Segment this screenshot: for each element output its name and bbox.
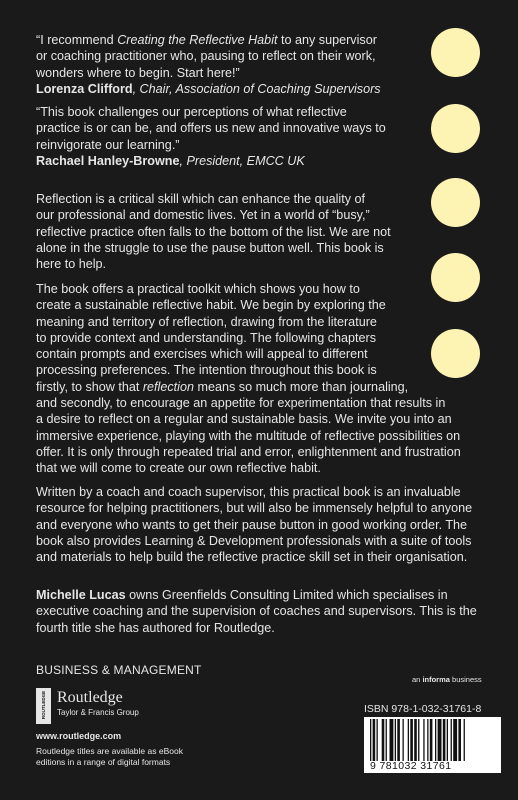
para-line: our professional and domestic lives. Yet in a world of “busy,” [36, 208, 370, 223]
para-line: resource for helping practitioners, but will also be immensely helpful to anyone [36, 501, 473, 516]
barcode-bar [451, 719, 452, 761]
category-label: BUSINESS & MANAGEMENT [36, 663, 202, 677]
para-line: The book offers a practical toolkit which shows you how to [36, 282, 360, 296]
decorative-circle [431, 178, 480, 227]
barcode-bar [410, 719, 413, 761]
quote-text: “I recommend [36, 33, 118, 47]
para-line: Written by a coach and coach supervisor, this practical book is an invaluable [36, 485, 461, 499]
emphasis-word: reflection [142, 379, 194, 394]
para-line: book also provides Learning & Development professionals with a suite of tools [36, 533, 472, 548]
ebook-note [36, 746, 183, 768]
para-line: a desire to reflect on a regular and sustainable basis. We invite you into an [36, 412, 452, 427]
informa-tagline [412, 675, 482, 685]
barcode-bar [390, 719, 394, 761]
endorser-role: , President, EMCC UK [179, 153, 305, 168]
author-bio [36, 587, 516, 636]
para-line: Reflection is a critical skill which can enhance the quality of [36, 192, 365, 206]
para-line: and materials to help build the reflective practice skill set in their organisation. [36, 550, 468, 565]
para-line: reflective practice often falls to the bottom of the list. We are not [36, 224, 391, 239]
description-paragraph-3 [36, 484, 516, 565]
informa-post: business [449, 675, 482, 684]
quote-text: or coaching practitioner who, pausing to reflect on their work, [36, 49, 376, 64]
barcode-bar [386, 719, 387, 761]
barcode-bar [408, 719, 409, 761]
bio-line: fourth title she has authored for Routledge. [36, 620, 275, 635]
quote-text: wonders where to begin. Start here!” [36, 65, 240, 80]
bio-line: owns Greenfields Consulting Limited which specialises in [125, 588, 448, 602]
decorative-circle [431, 28, 480, 77]
para-line: meaning and territory of reflection, drawing from the literature [36, 314, 377, 329]
book-title: Creating the Reflective Habit [117, 33, 278, 47]
para-line: immersive experience, playing with the multitude of reflective possibilities on [36, 428, 461, 443]
description-paragraph-1 [36, 191, 436, 272]
barcode-bar [443, 719, 446, 761]
para-line: here to help. [36, 257, 107, 272]
para-line: and secondly, to encourage an appetite for experimentation that results in [36, 396, 446, 411]
endorser-name: Rachael Hanley-Browne [36, 153, 180, 168]
decorative-circle [431, 104, 480, 153]
barcode-bar [395, 719, 396, 761]
publisher-group: Taylor & Francis Group [57, 708, 139, 717]
endorsement-2 [36, 104, 426, 169]
barcode-bar [373, 719, 376, 761]
para-line: means so much more than journaling, [193, 379, 409, 394]
barcode-bar [370, 719, 371, 761]
barcode-bar [435, 719, 436, 761]
barcode-bar [453, 719, 457, 761]
quote-text: to any supervisor [277, 33, 377, 47]
barcode-bar [438, 719, 442, 761]
endorser-name: Lorenza Clifford [36, 81, 133, 96]
ebook-line: Routledge titles are available as eBook [36, 746, 183, 756]
barcode-bar [464, 719, 465, 761]
barcode-bar [447, 719, 448, 761]
quote-text: “This book challenges our perceptions of what reflective [36, 105, 347, 119]
isbn-label: ISBN 978-1-032-31761-8 [364, 703, 482, 715]
bio-line: executive coaching and the supervision of coaches and supervisors. This is the [36, 604, 477, 619]
para-line: to provide context and understanding. The following chapters [36, 330, 377, 345]
author-name: Michelle Lucas [36, 588, 126, 602]
informa-brand: informa [422, 675, 450, 684]
endorser-role: , Chair, Association of Coaching Supervisors [132, 81, 381, 96]
quote-text: reinvigorate our learning.” [36, 137, 180, 152]
para-line: processing preferences. The intention throughout this book is [36, 363, 377, 378]
barcode-bar [377, 719, 378, 761]
para-line: alone in the struggle to use the pause button well. This book is [36, 240, 384, 255]
barcode-bar [458, 719, 461, 761]
publisher-name: Routledge [57, 689, 123, 706]
barcode-bar [430, 719, 433, 761]
para-line: firstly, to show that [36, 379, 143, 394]
para-line: and everyone who wants to get their pause button in good working order. The [36, 517, 468, 532]
barcode [364, 717, 501, 773]
informa-pre: an [412, 675, 423, 684]
endorsement-1 [36, 32, 426, 97]
barcode-bars [364, 719, 501, 763]
description-paragraph-2 [36, 281, 516, 477]
barcode-bar [414, 719, 417, 761]
barcode-bar [423, 719, 424, 761]
para-line: create a sustainable reflective habit. We begin by exploring the [36, 298, 386, 313]
routledge-logo [36, 688, 51, 724]
barcode-bar [397, 719, 400, 761]
para-line: contain prompts and exercises which will appeal to different [36, 347, 368, 362]
barcode-digits: 9 781032 31761 [370, 760, 452, 772]
barcode-bar [403, 719, 404, 761]
barcode-bar [427, 719, 428, 761]
routledge-logo-letters: ROUTLEDGE [41, 690, 46, 720]
para-line: offer. It is only through repeated trial and error, enlightenment and frustration [36, 444, 461, 459]
publisher-url: www.routledge.com [36, 731, 122, 741]
barcode-bar [418, 719, 419, 761]
ebook-line: editions in a range of digital formats [36, 757, 171, 767]
para-line: that we will come to create our own reflective habit. [36, 461, 321, 476]
quote-text: practice is or can be, and offers us new and innovative ways to [36, 121, 386, 136]
barcode-bar [382, 719, 385, 761]
